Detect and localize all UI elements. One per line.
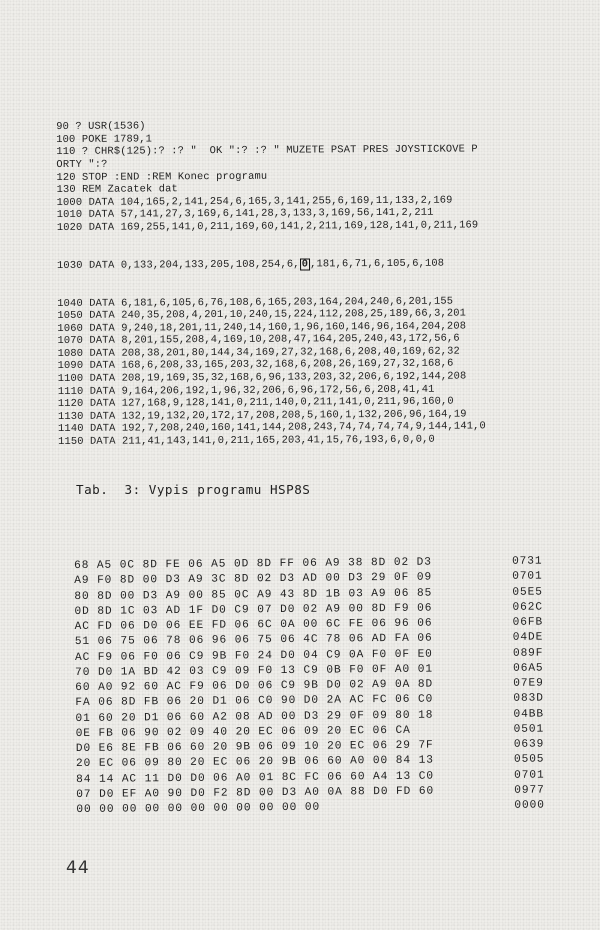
listing-line: 1110 DATA 9,164,206,192,1,96,32,206,6,96,172,56,6,208,41,41 [57,383,435,398]
basic-program-listing [56,93,594,461]
hex-bytes: 0E FB 06 90 02 09 40 20 EC 06 09 20 EC 06 CA [75,724,411,740]
hex-checksum: 06FB [512,616,544,629]
hex-checksum: 04BB [513,707,545,721]
listing-lines-top [56,118,593,235]
listing-line: 130 REM Zacatek dat [56,183,178,197]
hex-bytes: FA 06 8D FB 06 20 D1 06 C0 90 D0 2A AC FC 06 C0 [75,693,434,710]
hex-dump-table [74,554,596,818]
listing-lines-bottom [57,294,594,448]
hex-checksum: 0505 [513,753,545,767]
hex-bytes: 0D 8D 1C 03 AD 1F D0 C9 07 D0 02 A9 00 8D F9 06 [74,602,433,618]
listing-line: 1000 DATA 104,165,2,141,254,6,165,3,141,255,6,169,11,133,2,169 [56,194,453,209]
hex-checksum: 0000 [514,799,545,812]
hex-checksum: 04DE [512,631,544,645]
listing-line-1030 [57,256,593,272]
hex-bytes: A9 F0 8D 00 D3 A9 3C 8D 02 D3 AD 00 D3 29 0F 09 [74,571,433,588]
hex-checksum: 0701 [512,570,543,584]
listing-line: 1090 DATA 168,6,208,33,165,203,32,168,6,208,26,169,27,32,168,6 [57,358,454,373]
hex-checksum: 0501 [513,723,545,736]
hex-checksum: 083D [513,692,544,706]
table-caption: Tab. 3: Vypis programu HSP8S [76,482,311,497]
listing-line-1030-after: ,181,6,71,6,105,6,108 [310,257,445,271]
hex-checksum: 07E9 [513,677,544,690]
listing-line: 1100 DATA 208,19,169,35,32,168,6,96,133,203,32,206,6,192,144,208 [57,370,467,386]
hex-bytes: D0 E6 8E FB 06 60 20 9B 06 09 10 20 EC 06 29 7F [75,739,434,755]
listing-line: 120 STOP :END :REM Konec programu [56,170,268,184]
listing-line: ORTY ":? [56,158,108,171]
listing-line: 1070 DATA 8,201,155,208,4,169,10,208,47,164,205,240,43,172,56,6 [57,332,460,348]
hex-checksum: 05E5 [512,586,543,599]
hex-bytes: 80 8D 00 D3 A9 00 85 0C A9 43 8D 1B 03 A9 06 85 [74,587,433,603]
listing-line: 110 ? CHR$(125):? :? " OK ":? :? " MUZETE PSAT PRES JOYSTICKOVE P [56,143,478,159]
hex-checksum: 0639 [513,738,545,751]
listing-line: 1130 DATA 132,19,132,20,172,17,208,208,5,160,1,132,206,96,164,19 [57,408,467,423]
listing-line: 1020 DATA 169,255,141,0,211,169,60,141,2,211,169,128,141,0,211,169 [56,219,479,234]
hex-bytes: 70 D0 1A BD 42 03 C9 09 F0 13 C9 0B F0 0F A0 01 [75,663,433,679]
listing-line: 1140 DATA 192,7,208,240,160,141,144,208,243,74,74,74,74,9,144,141,0 [58,420,486,436]
hex-checksum: 089F [512,646,544,660]
hex-bytes: 00 00 00 00 00 00 00 00 00 00 00 [76,801,321,816]
listing-line: 1150 DATA 211,41,143,141,0,211,165,203,41,15,76,193,6,0,0,0 [58,433,435,449]
listing-line: 1080 DATA 208,38,201,80,144,34,169,27,32,168,6,208,40,169,62,32 [57,345,460,360]
listing-line: 100 POKE 1789,1 [56,133,153,146]
listing-line: 90 ? USR(1536) [56,120,146,134]
listing-line-1030-before: 1030 DATA 0,133,204,133,205,108,254,6, [57,258,300,272]
hex-bytes: 07 D0 EF A0 90 D0 F2 8D 00 D3 A0 0A 88 D0 FD 60 [76,785,435,801]
hex-bytes: 84 14 AC 11 D0 D0 06 A0 01 8C FC 06 60 A4 13 C0 [76,770,435,786]
listing-line: 1060 DATA 9,240,18,201,11,240,14,160,1,96,160,146,96,164,204,208 [57,320,467,335]
hex-bytes: 01 60 20 D1 06 60 A2 08 AD 00 D3 29 0F 09 80 18 [75,709,434,725]
hex-bytes: 51 06 75 06 78 06 96 06 75 06 4C 78 06 AD FA 06 [74,632,433,649]
hex-checksum: 0701 [514,768,545,782]
listing-line: 1040 DATA 6,181,6,105,6,76,108,6,165,203,164,204,240,6,201,155 [57,295,454,310]
text-cursor: 0 [301,258,309,271]
listing-line: 1050 DATA 240,35,208,4,201,10,240,15,224,112,208,25,189,66,3,201 [57,307,467,323]
page-number: 44 [66,858,90,878]
hex-bytes: 68 A5 0C 8D FE 06 A5 0D 8D FF 06 A9 38 8D 02 D3 [74,556,432,572]
hex-bytes: 60 A0 92 60 AC F9 06 D0 06 C9 9B D0 02 A9 0A 8D [75,678,434,694]
hex-checksum: 0731 [511,555,543,568]
hex-bytes: 20 EC 06 09 80 20 EC 06 20 9B 06 60 A0 00 84 13 [75,754,434,771]
hex-checksum: 062C [512,601,544,614]
listing-line: 1010 DATA 57,141,27,3,169,6,141,28,3,133,3,169,56,141,2,211 [56,207,434,222]
hex-bytes: AC FD 06 D0 06 EE FD 06 6C 0A 00 6C FE 06 96 06 [74,617,433,633]
listing-line: 1120 DATA 127,168,9,128,141,0,211,140,0,211,141,0,211,96,160,0 [57,395,454,411]
hex-checksum: 06A5 [513,662,544,675]
hex-checksum: 0977 [514,784,545,797]
hex-bytes: AC F9 06 F0 06 C9 9B F0 24 D0 04 C9 0A F0 0F E0 [74,648,433,664]
